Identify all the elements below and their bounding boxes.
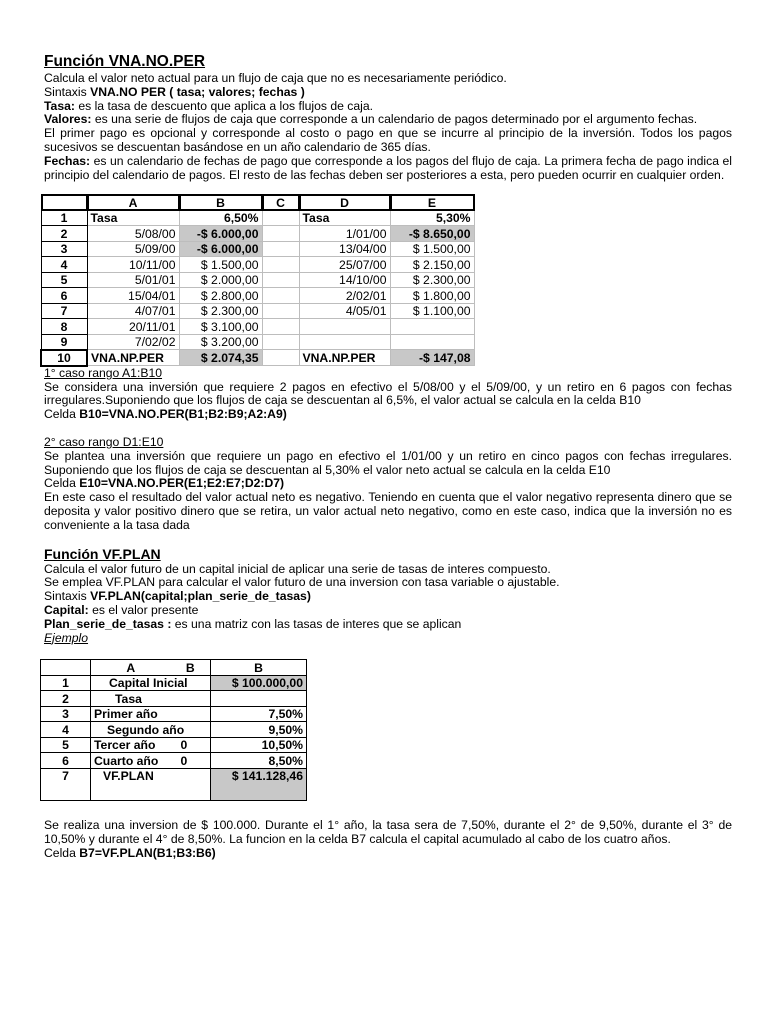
table-row [41,272,474,288]
corner-cell [41,660,91,676]
table-row [41,691,307,707]
table-row [41,350,474,366]
table-row [41,303,474,319]
row-number: 3 [41,241,87,257]
cell: 10/11/00 [87,257,179,273]
cell: $ 1.500,00 [390,241,474,257]
capital-definition: Capital: es el valor presente [44,603,199,618]
cell: $ 2.300,00 [390,272,474,288]
cell: 4/07/01 [87,303,179,319]
row-number: 2 [41,691,91,707]
cell: 15/04/01 [87,288,179,304]
cell: Cuarto año [91,753,171,769]
cell: 0 [171,753,211,769]
section-title-vfplan: Función VF.PLAN [44,545,161,562]
cell: VNA.NP.PER [87,350,179,366]
cell: $ 2.300,00 [179,303,262,319]
cell: $ 2.074,35 [179,350,262,366]
caso1-text: Se considera una inversión que requiere 2 pagos en efectivo el 5/08/00 y el 5/09/00, y un retiro en 6 pagos con fechas irregulares.Suponiendo que los flujos de caja se descuentan al 6,5%, el valor actual se calcula en la celda B10 [44,379,732,408]
cell: 2/02/01 [299,288,390,304]
row-number: 9 [41,334,87,350]
row-number: 5 [41,272,87,288]
table-row [41,210,474,226]
column-header-a: A [87,195,179,211]
cell: 0 [171,737,211,753]
column-header-b-left: B [171,660,211,676]
cell [390,319,474,335]
column-header-b: B [179,195,262,211]
fechas-definition: Fechas: es un calendario de fechas de pago que corresponde a los pagos del flujo de caja. La primera fecha de pago indica el principio del calendario de pagos. El resto de las fechas deben ser posteriores a esta, pero pueden ocurrir en cualquier orden. [44,153,732,182]
table-row [41,226,474,242]
spreadsheet-header-row [41,660,307,676]
cell: Primer año [91,706,211,722]
cell: $ 3.200,00 [179,334,262,350]
vfplan-description-1: Calcula el valor futuro de un capital inicial de aplicar una serie de tasas de interes compuesto. [44,561,551,576]
cell: 6,50% [179,210,262,226]
section-title-vna: Función VNA.NO.PER [44,53,206,70]
cell [262,210,299,226]
cell: 5/08/00 [87,226,179,242]
caso1-title: 1° caso rango A1:B10 [44,365,163,380]
cell [262,350,299,366]
primer-pago-note: El primer pago es opcional y corresponde al costo o pago en que se incurre al principio de la inversión. Todos los pagos sucesivos se descuentan basándose en un año calendario de 365 días. [44,126,732,154]
cell [262,334,299,350]
cell: 13/04/00 [299,241,390,257]
table-row [41,675,307,691]
tasa-definition: Tasa: es la tasa de descuento que aplica a los flujos de caja. [44,98,374,113]
column-header-b: B [211,660,307,676]
cell: Tasa [87,210,179,226]
row-number: 1 [41,210,87,226]
cell: -$ 147,08 [390,350,474,366]
cell: $ 1.800,00 [390,288,474,304]
caso2-text: Se plantea una inversión que requiere un pago en efectivo el 1/01/00 y un retiro en cinco pagos con fechas irregulares. Suponiendo que los flujos de caja se descuentan al 5,30% el valor neto actual se calcula en la celda E10 [44,448,732,477]
cell: $ 141.128,46 [211,768,307,800]
cell [262,241,299,257]
cell: Segundo año [91,722,211,738]
cell: 25/07/00 [299,257,390,273]
cell: 7,50% [211,706,307,722]
cell: Tasa [91,691,211,707]
table-row [41,753,307,769]
cell [299,319,390,335]
cell: -$ 6.000,00 [179,226,262,242]
row-number: 10 [41,350,87,366]
column-header-a: A [91,660,171,676]
cell: $ 1.500,00 [179,257,262,273]
cell: $ 3.100,00 [179,319,262,335]
cell: -$ 6.000,00 [179,241,262,257]
final-text: Se realiza una inversion de $ 100.000. Durante el 1° año, la tasa sera de 7,50%, durante el 2° de 9,50%, durante el 3° de 10,50% y durante el 4° de 8,50%. La funcion en la celda B7 calcula el capital acumulado al cabo de los cuatro años. [44,817,732,846]
cell: 8,50% [211,753,307,769]
cell: 4/05/01 [299,303,390,319]
cell [262,257,299,273]
row-number: 7 [41,768,91,800]
cell: 10,50% [211,737,307,753]
cell: $ 1.100,00 [390,303,474,319]
spreadsheet-header-row [41,195,474,211]
table-row [41,706,307,722]
column-header-c: C [262,195,299,211]
cell: 7/02/02 [87,334,179,350]
cell [299,334,390,350]
cell: -$ 8.650,00 [390,226,474,242]
row-number: 3 [41,706,91,722]
table-row [41,241,474,257]
cell: 20/11/01 [87,319,179,335]
table-row [41,257,474,273]
plan-definition: Plan_serie_de_tasas : es una matriz con las tasas de interes que se aplican [44,616,462,631]
column-header-e: E [390,195,474,211]
document-page [44,52,732,860]
caso1-formula: Celda B10=VNA.NO.PER(B1;B2:B9;A2:A9) [44,407,287,422]
caso2-formula: Celda E10=VNA.NO.PER(E1;E2:E7;D2:D7) [44,476,285,491]
cell: Tercer año [91,737,171,753]
caso2-title: 2° caso rango D1:E10 [44,435,164,450]
cell: $ 100.000,00 [211,675,307,691]
cell: 14/10/00 [299,272,390,288]
cell: 5/01/01 [87,272,179,288]
vna-description: Calcula el valor neto actual para un flujo de caja que no es necesariamente periódico. [44,71,507,85]
cell: 9,50% [211,722,307,738]
column-header-d: D [299,195,390,211]
table-row [41,319,474,335]
cell: Capital Inicial [91,675,211,691]
table-row [41,768,307,800]
cell [262,226,299,242]
cell: $ 2.000,00 [179,272,262,288]
row-number: 2 [41,226,87,242]
cell: Tasa [299,210,390,226]
row-number: 5 [41,737,91,753]
cell: VF.PLAN [91,768,211,800]
row-number: 4 [41,257,87,273]
row-number: 6 [41,753,91,769]
row-number: 6 [41,288,87,304]
cell: $ 2.150,00 [390,257,474,273]
cell [211,691,307,707]
cell [262,288,299,304]
cell [262,319,299,335]
corner-cell [41,195,87,211]
table-row [41,334,474,350]
cell: VNA.NP.PER [299,350,390,366]
ejemplo-label: Ejemplo [44,630,89,645]
row-number: 8 [41,319,87,335]
row-number: 7 [41,303,87,319]
table-row [41,737,307,753]
cell: 1/01/00 [299,226,390,242]
spreadsheet-vfplan [40,659,307,801]
cell [262,303,299,319]
vna-syntax: Sintaxis VNA.NO PER ( tasa; valores; fechas ) [44,84,305,99]
table-row [41,722,307,738]
cell [262,272,299,288]
caso2-explanation: En este caso el resultado del valor actual neto es negativo. Teniendo en cuenta que el valor negativo representa dinero que se deposita y valor positivo dinero que se retira, un valor actual neto negativo, como en este caso, indica que la inversión no es conveniente a la tasa dada [44,490,732,532]
final-formula: Celda B7=VF.PLAN(B1;B3:B6) [44,845,216,860]
cell: $ 2.800,00 [179,288,262,304]
table-row [41,288,474,304]
vfplan-syntax: Sintaxis VF.PLAN(capital;plan_serie_de_tasas) [44,589,311,604]
cell: 5,30% [390,210,474,226]
spreadsheet-vna [40,194,475,367]
cell: 5/09/00 [87,241,179,257]
row-number: 1 [41,675,91,691]
cell [390,334,474,350]
row-number: 4 [41,722,91,738]
valores-definition: Valores: es una serie de flujos de caja que corresponde a un calendario de pagos determinado por el argumento fechas. [44,112,698,127]
vfplan-description-2: Se emplea VF.PLAN para calcular el valor futuro de una inversion con tasa variable o ajustable. [44,575,560,590]
